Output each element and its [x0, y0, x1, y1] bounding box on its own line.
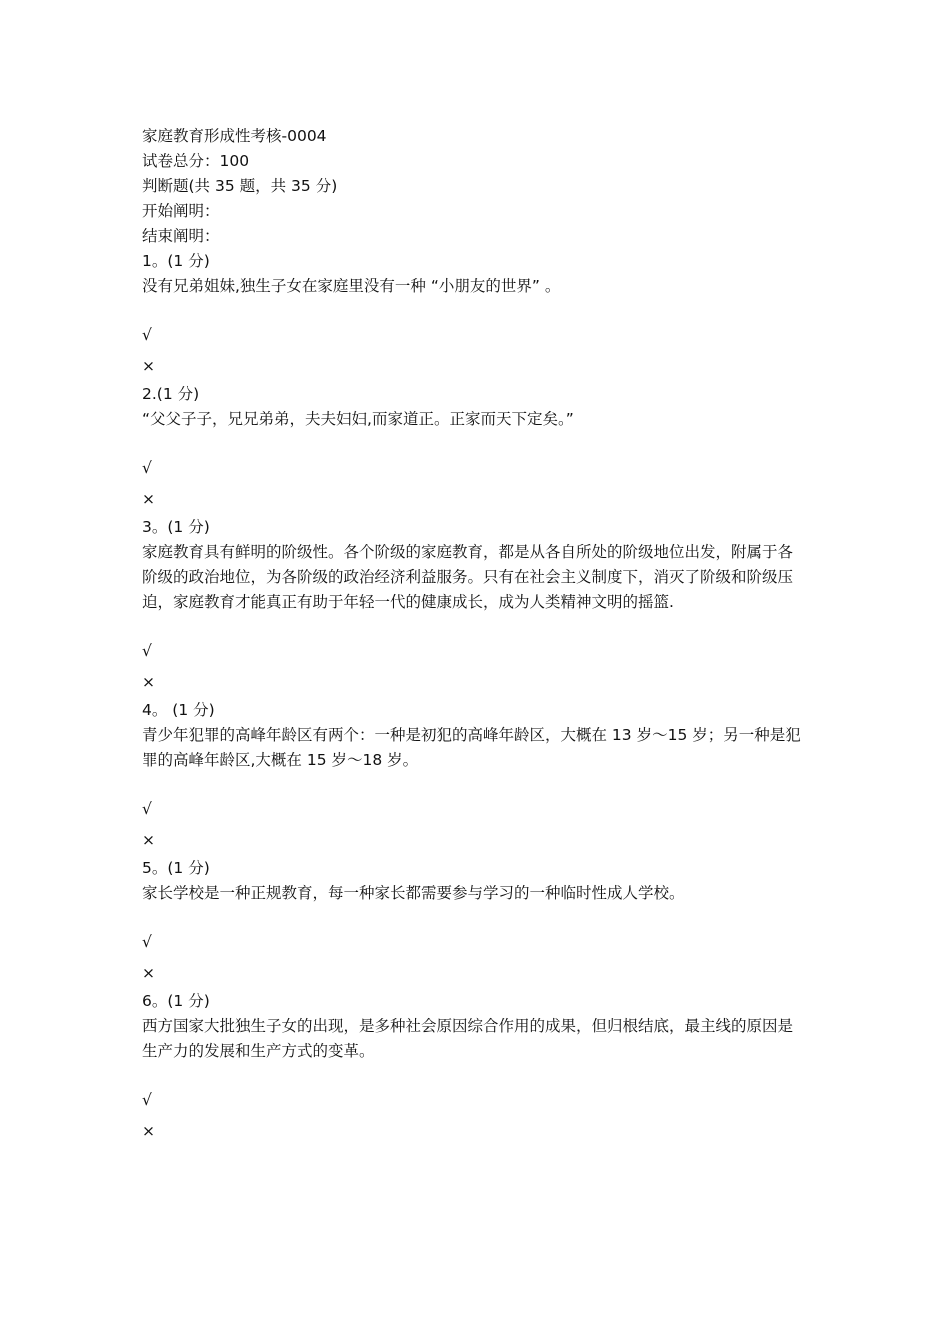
end-note: 结束阐明： — [142, 227, 220, 245]
question-2-text: “父父子子，兄兄弟弟，夫夫妇妇,而家道正。正家而天下定矣。” — [142, 410, 574, 428]
question-1-false-option[interactable] — [142, 351, 806, 382]
question-4-head: 4。 (1 分) — [142, 701, 215, 719]
check-mark-icon: √ — [142, 326, 152, 344]
check-mark-icon: √ — [142, 933, 152, 951]
check-mark-icon: √ — [142, 642, 152, 660]
cross-mark-icon: × — [142, 357, 155, 375]
question-6-text: 西方国家大批独生子女的出现，是多种社会原因综合作用的成果，但归根结底，最主线的原因是生产力的发展和生产方式的变革。 — [142, 1017, 794, 1060]
question-4-text: 青少年犯罪的高峰年龄区有两个：一种是初犯的高峰年龄区，大概在 13 岁～15 岁；另一种是犯罪的高峰年龄区,大概在 15 岁～18 岁。 — [142, 726, 801, 769]
question-1-true-option[interactable] — [142, 320, 806, 351]
question-6-head: 6。(1 分) — [142, 992, 210, 1010]
question-1-head: 1。(1 分) — [142, 252, 210, 270]
cross-mark-icon: × — [142, 831, 155, 849]
question-6-false-option[interactable] — [142, 1116, 806, 1147]
question-4-false-option[interactable] — [142, 825, 806, 856]
question-5 — [142, 856, 806, 989]
cross-mark-icon: × — [142, 673, 155, 691]
document-page — [142, 124, 806, 1147]
question-6 — [142, 989, 806, 1147]
question-5-text: 家长学校是一种正规教育，每一种家长都需要参与学习的一种临时性成人学校。 — [142, 884, 685, 902]
question-5-head: 5。(1 分) — [142, 859, 210, 877]
cross-mark-icon: × — [142, 490, 155, 508]
question-3-false-option[interactable] — [142, 667, 806, 698]
question-1 — [142, 249, 806, 382]
exam-title: 家庭教育形成性考核-0004 — [142, 127, 327, 145]
question-2-true-option[interactable] — [142, 453, 806, 484]
question-4-true-option[interactable] — [142, 794, 806, 825]
cross-mark-icon: × — [142, 964, 155, 982]
total-score: 试卷总分：100 — [142, 152, 250, 170]
cross-mark-icon: × — [142, 1122, 155, 1140]
question-2 — [142, 382, 806, 515]
check-mark-icon: √ — [142, 800, 152, 818]
question-3 — [142, 515, 806, 698]
question-3-text: 家庭教育具有鲜明的阶级性。各个阶级的家庭教育，都是从各自所处的阶级地位出发，附属于各阶级的政治地位，为各阶级的政治经济利益服务。只有在社会主义制度下，消灭了阶级和阶级压迫，家庭教育才能真正有助于年轻一代的健康成长，成为人类精神文明的摇篮. — [142, 543, 794, 611]
question-2-false-option[interactable] — [142, 484, 806, 515]
question-3-true-option[interactable] — [142, 636, 806, 667]
section-heading: 判断题(共 35 题，共 35 分) — [142, 177, 338, 195]
question-6-true-option[interactable] — [142, 1085, 806, 1116]
question-2-head: 2.(1 分) — [142, 385, 200, 403]
check-mark-icon: √ — [142, 1091, 152, 1109]
check-mark-icon: √ — [142, 459, 152, 477]
question-1-text: 没有兄弟姐妹,独生子女在家庭里没有一种 “小朋友的世界” 。 — [142, 277, 561, 295]
question-5-false-option[interactable] — [142, 958, 806, 989]
question-4 — [142, 698, 806, 856]
question-3-head: 3。(1 分) — [142, 518, 210, 536]
start-note: 开始阐明： — [142, 202, 220, 220]
question-5-true-option[interactable] — [142, 927, 806, 958]
